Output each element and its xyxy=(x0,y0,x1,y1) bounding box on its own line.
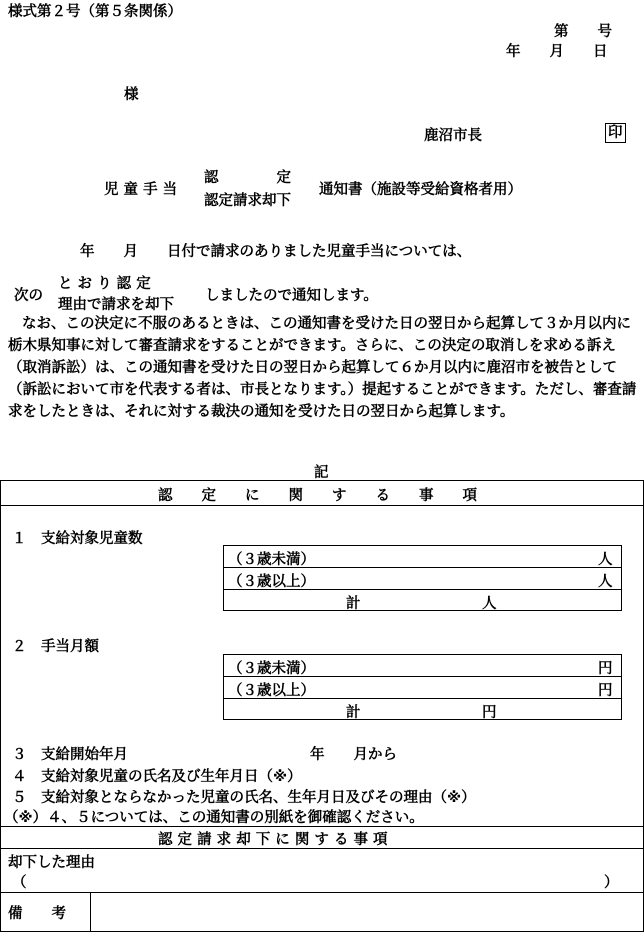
rejection-reason-label: 却下した理由 xyxy=(8,855,95,871)
item2-row-under3-unit: 円 xyxy=(598,661,613,677)
document-number-label: 第 号 xyxy=(554,24,612,40)
appeal-paragraph: なお、この決定に不服のあるときは、この通知書を受けた日の翌日から起算して３か月以内に栃木県知事に対して審査請求をすることができます。さらに、この決定の取消しを求める訴え（取消訴訟）は、この通知書を受けた日の翌日から起算して６か月以内に鹿沼市を被告として（訴訟において市を代表する者は、市長となります。）提起することができます。ただし、審査請求をしたときは、それに対する裁決の通知を受けた日の翌日から起算します。 xyxy=(8,316,637,420)
rejection-reason-open-paren: （ xyxy=(12,875,27,891)
item2-label: ２ 手当月額 xyxy=(12,639,99,655)
item2-row-over3-unit: 円 xyxy=(598,683,613,699)
item3-value: 年 月から xyxy=(310,747,397,763)
divider xyxy=(90,892,91,932)
issue-date-label: 年 月 日 xyxy=(506,44,608,60)
rejection-reason-close-paren: ） xyxy=(604,875,619,891)
item5-label: ５ 支給対象とならなかった児童の氏名、生年月日及びその理由（※） xyxy=(12,790,476,806)
issuer-mayor: 鹿沼市長 xyxy=(424,128,482,144)
item1-total-label: 計 xyxy=(346,596,361,612)
record-note: （※）４、５については、この通知書の別紙を御確認ください。 xyxy=(4,810,424,826)
remarks-field[interactable] xyxy=(96,897,636,927)
title-option-reject: 認定請求却下 xyxy=(204,193,291,209)
item1-total-unit: 人 xyxy=(482,596,497,612)
divider xyxy=(0,892,644,893)
item2-total-unit: 円 xyxy=(482,705,497,721)
title-suffix: 通知書（施設等受給資格者用） xyxy=(319,182,522,198)
body-line-2-suffix: しましたので通知します。 xyxy=(205,288,378,304)
title-option-approve: 認 定 xyxy=(204,170,291,186)
divider xyxy=(0,505,644,506)
record-heading: 記 xyxy=(314,465,329,481)
divider xyxy=(0,848,644,849)
section-rejection-title: 認 定 請 求 却 下 に 関 す る 事 項 xyxy=(158,832,388,848)
remarks-label: 備 考 xyxy=(8,906,66,922)
body-line-2-option-approve: と お り 認 定 xyxy=(58,276,151,292)
form-number: 様式第２号（第５条関係） xyxy=(8,4,182,20)
item1-row-under3-label: （３歳未満） xyxy=(228,552,315,568)
item1-label: １ 支給対象児童数 xyxy=(12,531,143,547)
item2-total-label: 計 xyxy=(346,705,361,721)
body-line-2-option-reject: 理由で請求を却下 xyxy=(58,297,174,313)
seal-stamp: 印 xyxy=(605,123,626,143)
item2-row-over3-label: （３歳以上） xyxy=(228,683,315,699)
body-line-2-prefix: 次の xyxy=(14,288,43,304)
addressee-suffix: 様 xyxy=(124,87,139,103)
divider xyxy=(0,826,644,827)
title-prefix: 児 童 手 当 xyxy=(104,182,178,198)
item1-row-over3-unit: 人 xyxy=(598,574,613,590)
item1-row-under3-unit: 人 xyxy=(598,552,613,568)
item1-row-over3-label: （３歳以上） xyxy=(228,574,315,590)
section-approval-title: 認 定 に 関 す る 事 項 xyxy=(158,488,477,504)
body-line-1: 年 月 日付で請求のありました児童手当については、 xyxy=(80,244,472,260)
item3-label: ３ 支給開始年月 xyxy=(12,747,128,763)
item2-row-under3-label: （３歳未満） xyxy=(228,661,315,677)
item4-label: ４ 支給対象児童の氏名及び生年月日（※） xyxy=(12,769,302,785)
